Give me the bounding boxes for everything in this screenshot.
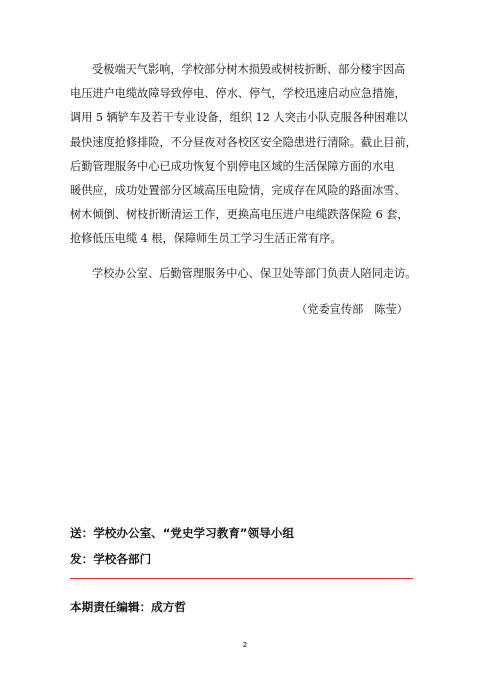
paragraph-1-line-2: 电压进户电缆故障导致停电、停水、停气，学校迅速启动应急措施，	[70, 87, 406, 101]
responsible-editor: 本期责任编辑：成方哲	[70, 600, 186, 614]
article-body	[70, 58, 432, 286]
paragraph-1-line-3: 调用 5 辆铲车及若干专业设备，组织 12 人突击小队克服各种困难以	[70, 111, 408, 125]
red-divider	[70, 578, 413, 579]
issue-to-line: 发：学校各部门	[70, 552, 152, 566]
paragraph-1-line-1: 受极端天气影响，学校部分树木损毁或树枝折断、部分楼宇因高	[92, 63, 406, 76]
paragraph-1-line-7: 树木倾倒、树枝折断清运工作，更换高电压进户电缆跌落保险 6 套，	[70, 208, 409, 222]
paragraph-1-line-6: 暖供应，成功处置部分区域高压电险情，完成存在风险的路面冰雪、	[70, 183, 406, 197]
paragraph-2: 学校办公室、后勤管理服务中心、保卫处等部门负责人陪同走访。	[92, 266, 417, 280]
paragraph-1-line-4: 最快速度抢修排险，不分昼夜对各校区安全隐患进行清除。截止目前，	[70, 135, 417, 149]
paragraph-1-line-8: 抢修低压电缆 4 根，保障师生员工学习生活正常有序。	[70, 232, 342, 246]
paragraph-gap	[70, 252, 432, 262]
paragraph-1-line-5: 后勤管理服务中心已成功恢复个别停电区域的生活保障方面的水电	[70, 159, 395, 173]
page-number: 2	[242, 641, 248, 649]
send-to-line: 送：学校办公室、“党史学习教育”领导小组	[70, 526, 294, 540]
author-signature: （党委宣传部 陈莹）	[296, 303, 408, 316]
